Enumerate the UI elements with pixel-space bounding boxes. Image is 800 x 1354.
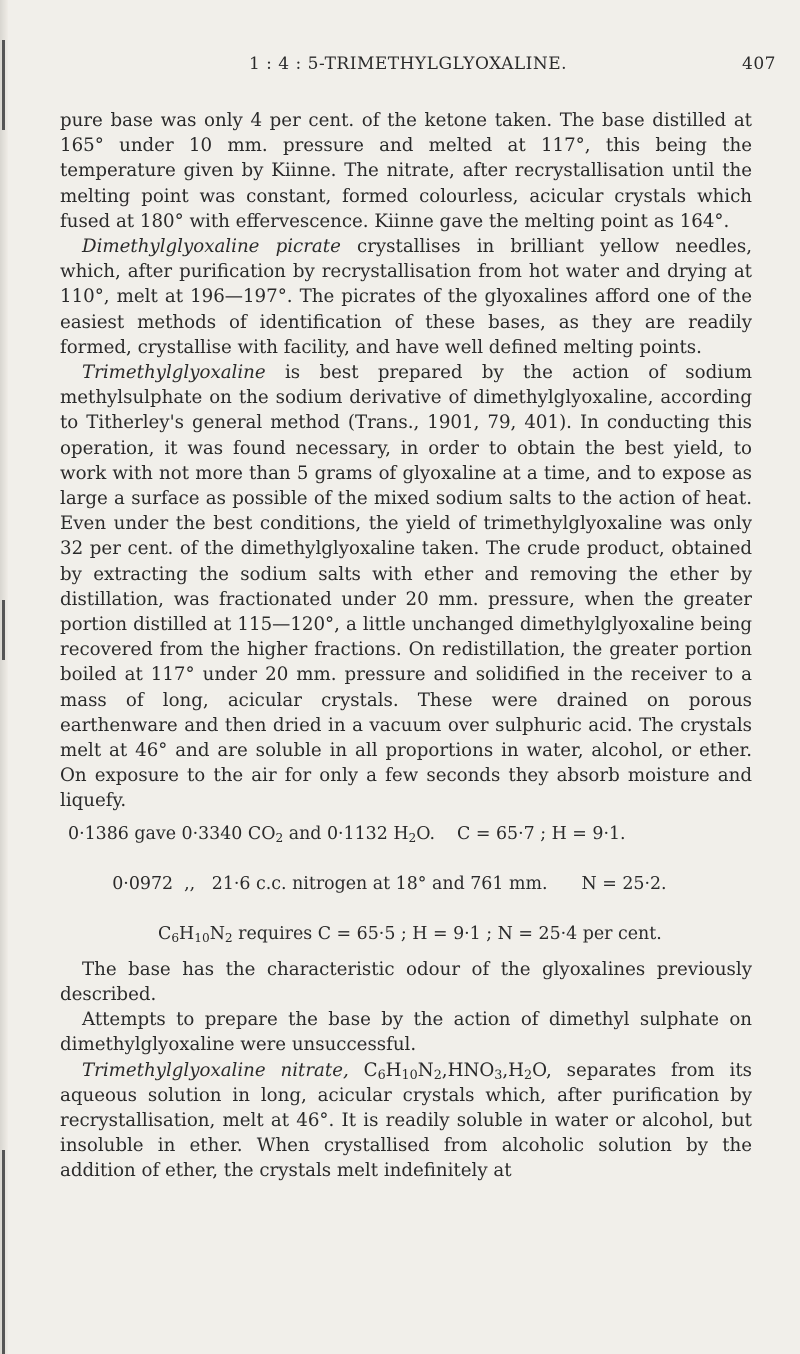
- italic-term: Dimethylglyoxaline picrate: [82, 236, 341, 258]
- paragraph: Trimethylglyoxaline nitrate, $C_6H_{10}N_2,HNO_3,H_2O$, separates from its aqueous solution in long, acicular crystals which, after purification by recrystallisation, melt at 46°. It is readily soluble in water or alcohol, but insoluble in ether. When crystallised from alcoholic solution by the addition of ether, the crystals melt indefinitely at: [60, 1059, 752, 1182]
- analysis-line: 0·0972 ,, 21·6 c.c. nitrogen at 18° and 761 mm. N = 25·2.: [112, 873, 667, 894]
- paragraph: Attempts to prepare the base by the action of dimethyl sulphate on dimethylglyoxaline were unsuccessful.: [60, 1009, 752, 1056]
- paragraph: Trimethylglyoxaline is best prepared by the action of sodium methylsulphate on the sodium derivative of dimethylglyoxaline, according to Titherley's general method (Trans., 1901, 79, 401). In conducting this operation, it was found necessary, in order to obtain the best yield, to work with not more than 5 grams of glyoxaline at a time, and to expose as large a surface as possible of the mixed sodium salts to the action of heat. Even under the best conditions, the yield of trimethylglyoxaline was only 32 per cent. of the dimethylglyoxaline taken. The crude product, obtained by extracting the sodium salts with ether and removing the ether by distillation, was fractionated under 20 mm. pressure, when the greater portion distilled at 115—120°, a little unchanged dimethylglyoxaline being recovered from the higher fractions. On redistillation, the greater portion boiled at 117° under 20 mm. pressure and solidified in the receiver to a mass of long, acicular crystals. These were drained on porous earthenware and then dried in a vacuum over sulphuric acid. The crystals melt at 46° and are soluble in all proportions in water, alcohol, or ether. On exposure to the air for only a few seconds they absorb moisture and liquefy.: [60, 362, 752, 812]
- running-title: 1 : 4 : 5-TRIMETHYLGLYOXALINE.: [248, 54, 568, 74]
- page-number: 407: [742, 54, 776, 74]
- paragraph: pure base was only 4 per cent. of the ketone taken. The base distilled at 165° under 10 mm. pressure and melted at 117°, this being the temperature given by Kiinne. The nitrate, after recrystallisation until the melting point was constant, formed colourless, acicular crystals which fused at 180° with effervescence. Kiinne gave the melting point as 164°.: [60, 110, 752, 232]
- analysis-block: [60, 822, 752, 947]
- analysis-line: $C_6H_{10}N_2$ requires C = 65·5 ; H = 9·1 ; N = 25·4 per cent.: [158, 923, 662, 945]
- body-text: [60, 108, 752, 1184]
- binding-shadow: [2, 1150, 5, 1354]
- italic-term: Trimethylglyoxaline: [82, 362, 266, 384]
- paragraph: The base has the characteristic odour of the glyoxalines previously described.: [60, 958, 752, 1005]
- binding-shadow: [2, 600, 5, 660]
- paragraph: Dimethylglyoxaline picrate crystallises in brilliant yellow needles, which, after purification by recrystallisation from hot water and drying at 110°, melt at 196—197°. The picrates of the glyoxalines afford one of the easiest methods of identification of these bases, as they are readily formed, crystallise with facility, and have well defined melting points.: [60, 236, 752, 358]
- binding-shadow: [2, 40, 5, 130]
- analysis-line: 0·1386 gave 0·3340 $CO_2$ and 0·1132 $H_2O$. C = 65·7 ; H = 9·1.: [68, 823, 626, 845]
- italic-term: Trimethylglyoxaline nitrate,: [82, 1059, 349, 1081]
- chemical-formula: $C_6H_{10}N_2,HNO_3,H_2O$: [363, 1059, 546, 1083]
